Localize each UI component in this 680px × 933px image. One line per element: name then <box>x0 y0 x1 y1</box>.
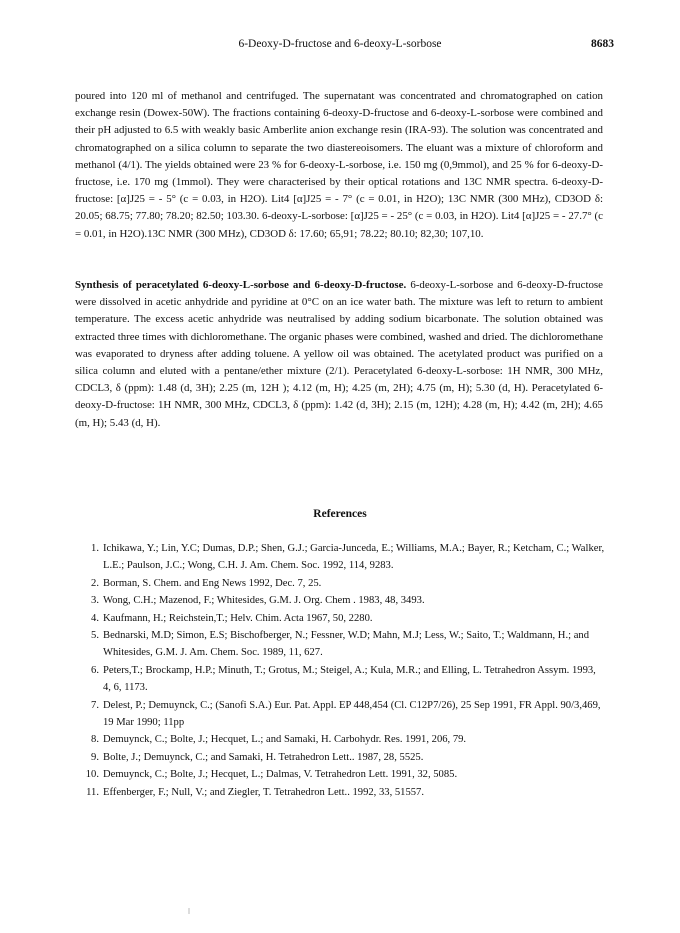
running-header <box>0 38 680 56</box>
reference-number: 3. <box>91 595 99 607</box>
reference-text: Demuynck, C.; Bolte, J.; Hecquet, L.; Dalmas, V. Tetrahedron Lett. 1991, 32, 5085. <box>103 769 458 781</box>
synthesis-body: 6-deoxy-L-sorbose and 6-deoxy-D-fructose were dissolved in acetic anhydride and pyridine at 0°C on an ice water bath. The mixture was left to return to ambient temperature. The excess acetic anhydride was neutralised by adding sodium bicarbonate. The solution obtained was extracted three times with dichloromethane. The organic phases were combined, washed and dried. The dichloromethane was evaporated to dryness after adding toluene. A yellow oil was obtained. The acetylated product was purified on a silica column and eluted with a pentane/ether mixture (2/1). Peracetylated 6-deoxy-L-sorbose: 1H NMR, 300 MHz, CDCL3, δ (ppm): 1.48 (d, 3H); 2.25 (m, 12H ); 4.12 (m, H); 4.25 (m, 2H); 4.75 (m, H); 5.30 (d, H). Peracetylated 6-deoxy-D-fructose: 1H NMR, 300 MHz, CDCL3, δ (ppm): 1.42 (d, 3H); 2.15 (m, 12H); 4.28 (m, H); 4.42 (m, 2H); 4.65 (m, H); 5.43 (d, H). <box>75 279 604 429</box>
reference-item <box>75 697 605 732</box>
experimental-paragraph: poured into 120 ml of methanol and centrifuged. The supernatant was concentrated and chromatographed on cation exchange resin (Dowex-50W). The fractions containing 6-deoxy-D-fructose and 6-deoxy-L-sorbose were combined and their pH adjusted to 6.5 with weakly basic Amberlite anion exchange resin (IRA-93). The solution was concentrated and chromatographed on a silica column to separate the two diastereoisomers. The eluant was a mixture of chloroform and methanol (4/1). The yields obtained were 23 % for 6-deoxy-L-sorbose, i.e. 150 mg (0,9mmol), and 25 % for 6-deoxy-D-fructose, i.e. 170 mg (1mmol). They were characterised by their optical rotations and 13C NMR spectra. 6-deoxy-D-fructose: [α]J25 = - 5° (c = 0.03, in H2O). Lit4 [α]J25 = - 7° (c = 0.01, in H2O); 13C NMR (300 MHz), CD3OD δ: 20.05; 68.75; 77.80; 78.20; 82.50; 103.30. 6-deoxy-L-sorbose: [α]J25 = - 25° (c = 0.03, in H2O). Lit4 [α]J25 = - 27.7° (c = 0.01, in H2O).13C NMR (300 MHz), CD3OD δ: 17.60; 65,91; 78.22; 80.10; 82,30; 107,10. <box>75 90 603 240</box>
synthesis-heading: Synthesis of peracetylated 6-deoxy-L-sorbose and 6-deoxy-D-fructose. <box>75 279 407 291</box>
reference-item <box>75 766 605 783</box>
reference-item <box>75 540 605 575</box>
running-title: 6-Deoxy-D-fructose and 6-deoxy-L-sorbose <box>238 38 442 50</box>
reference-text: Bolte, J.; Demuynck, C.; and Samaki, H. Tetrahedron Lett.. 1987, 28, 5525. <box>103 751 424 763</box>
reference-list <box>75 540 605 801</box>
reference-number: 1. <box>91 543 99 554</box>
reference-text: Wong, C.H.; Mazenod, F.; Whitesides, G.M. J. Org. Chem . 1983, 48, 3493. <box>103 595 425 607</box>
reference-text: Bednarski, M.D; Simon, E.S; Bischofberger, N.; Fessner, W.D; Mahn, M.J; Less, W.; Saito, T.; Waldmann, H.; and Whitesides, G.M. J. Am. Chem. Soc. 1989, 11, 627. <box>103 630 589 659</box>
reference-text: Borman, S. Chem. and Eng News 1992, Dec. 7, 25. <box>103 577 322 589</box>
synthesis-paragraph <box>75 277 603 432</box>
reference-number: 11. <box>86 786 99 798</box>
references-heading: References <box>313 508 367 520</box>
reference-number: 4. <box>91 612 99 624</box>
page-number: 8683 <box>591 38 614 50</box>
reference-item <box>75 610 605 627</box>
reference-text: Delest, P.; Demuynck, C.; (Sanofi S.A.) Eur. Pat. Appl. EP 448,454 (Cl. C12P7/26), 25 Sep 1991, FR Appl. 90/3,469, 19 Mar 1990; 11pp <box>103 699 601 729</box>
reference-number: 6. <box>91 664 99 676</box>
reference-number: 5. <box>91 630 99 642</box>
reference-number: 10. <box>85 769 99 781</box>
reference-number: 8. <box>91 734 99 746</box>
reference-number: 9. <box>91 751 99 763</box>
reference-text: Peters,T.; Brockamp, H.P.; Minuth, T.; Grotus, M.; Steigel, A.; Kula, M.R.; and Elling, L. Tetrahedron Assym. 1993, 4, 6, 1173. <box>103 664 596 694</box>
reference-number: 2. <box>91 577 99 589</box>
reference-item <box>75 749 605 766</box>
reference-item <box>75 731 605 748</box>
reference-text: Ichikawa, Y.; Lin, Y.C; Dumas, D.P.; Shen, G.J.; Garcia-Junceda, E.; Williams, M.A.; Bayer, R.; Ketcham, C.; Walker, L.E.; Paulson, J.C.; Wong, C.H. J. Am. Chem. Soc. 1992, 114, 9283. <box>103 543 605 572</box>
reference-text: Demuynck, C.; Bolte, J.; Hecquet, L.; and Samaki, H. Carbohydr. Res. 1991, 206, 79. <box>103 734 467 746</box>
reference-item <box>75 784 605 801</box>
scan-mark <box>188 908 190 914</box>
reference-item <box>75 627 605 662</box>
reference-number: 7. <box>91 699 99 711</box>
reference-text: Effenberger, F.; Null, V.; and Ziegler, T. Tetrahedron Lett.. 1992, 33, 51557. <box>103 786 425 798</box>
reference-item <box>75 592 605 609</box>
reference-item <box>75 575 605 592</box>
reference-text: Kaufmann, H.; Reichstein,T.; Helv. Chim. Acta 1967, 50, 2280. <box>103 612 373 624</box>
reference-item <box>75 662 605 697</box>
